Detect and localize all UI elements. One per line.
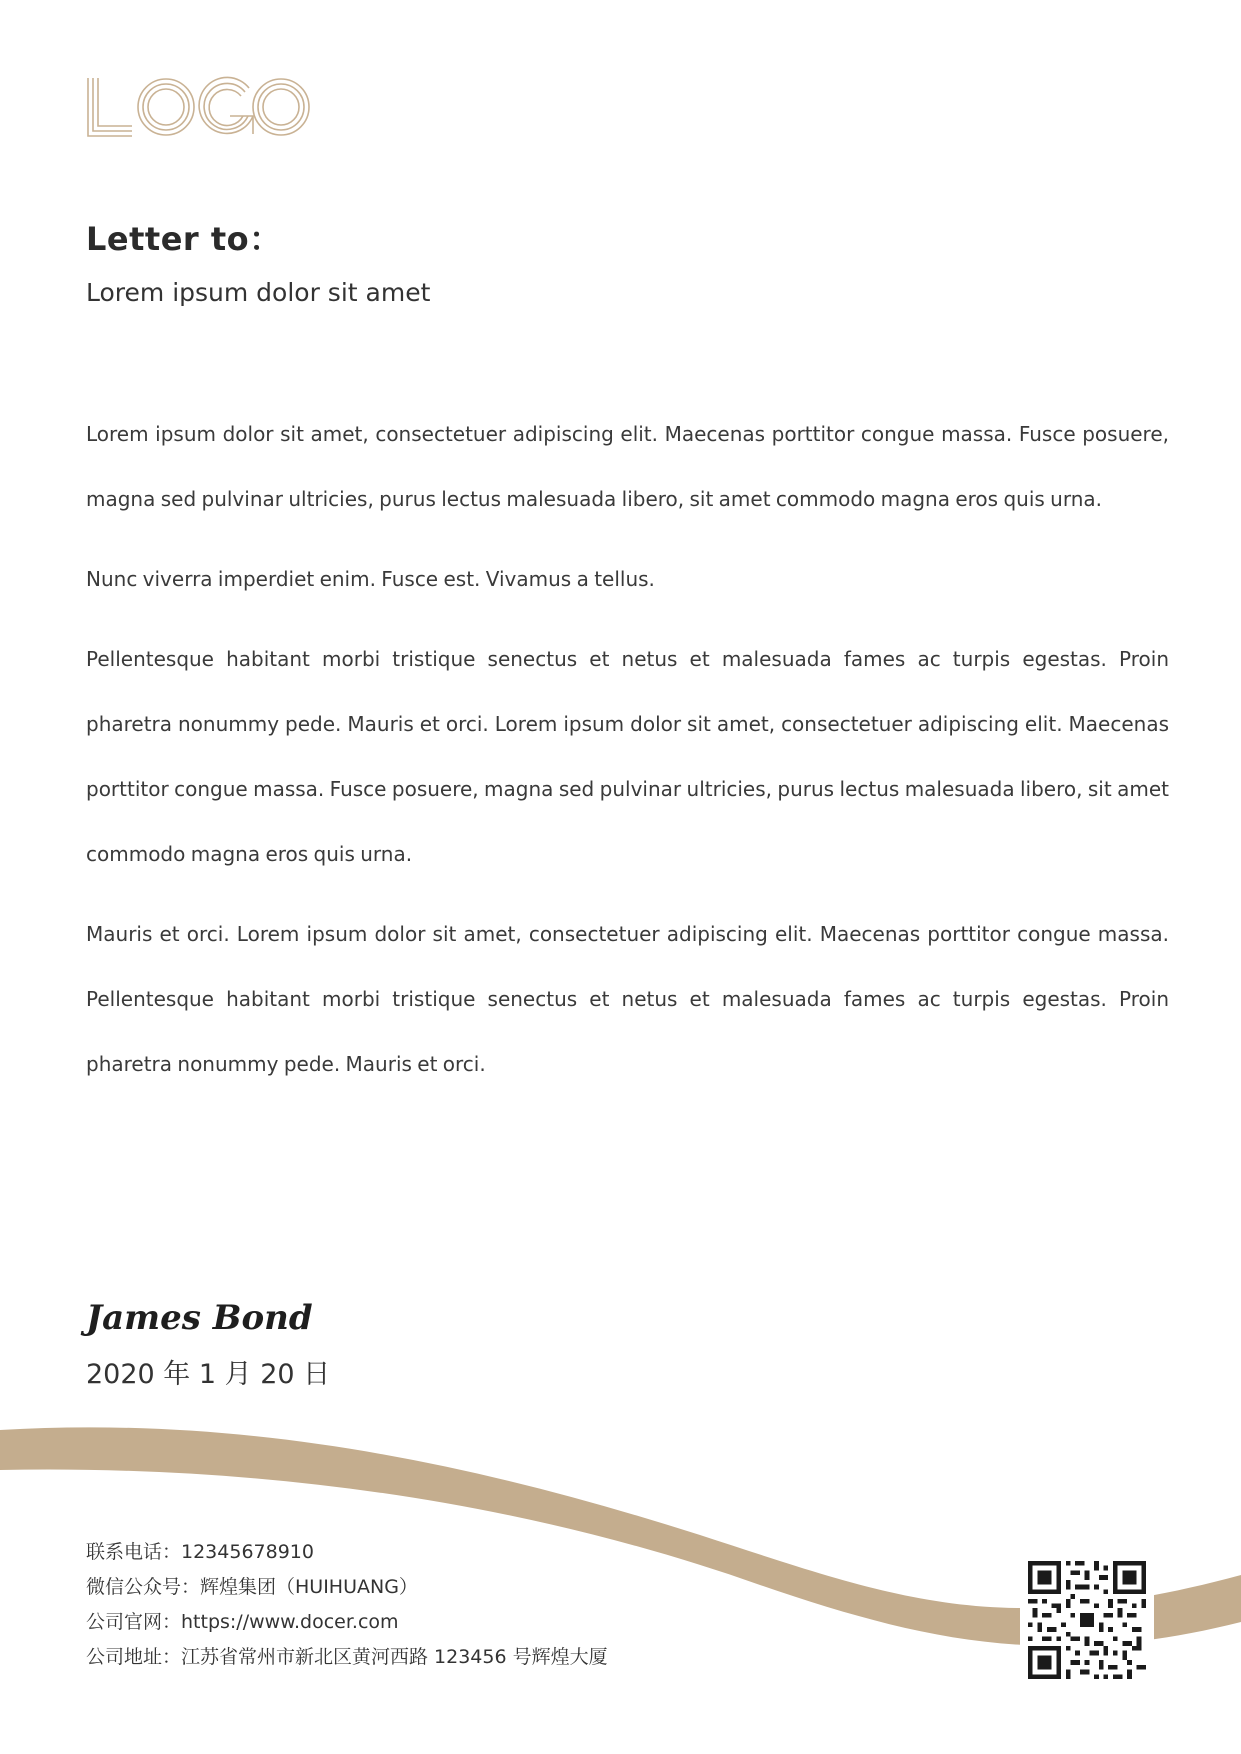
body-paragraph: Lorem ipsum dolor sit amet, consectetuer adipiscing elit. Maecenas porttitor congue massa. Fusce posuere, magna sed pulvinar ultricies, purus lectus malesuada libero, sit amet commodo magna eros quis urna.	[86, 422, 1169, 511]
signature: James Bond	[86, 1298, 313, 1338]
contact-wechat: 微信公众号：辉煌集团（HUIHUANG）	[86, 1576, 418, 1598]
contact-website[interactable]: 公司官网：https://www.docer.com	[86, 1611, 399, 1633]
qr-code-icon	[1028, 1561, 1146, 1679]
recipient-name: Lorem ipsum dolor sit amet	[86, 278, 431, 307]
logo-icon	[86, 76, 312, 138]
letter-date: 2020 年 1 月 20 日	[86, 1359, 331, 1390]
body-paragraph: Pellentesque habitant morbi tristique senectus et netus et malesuada fames ac turpis egestas. Proin pharetra nonummy pede. Mauris et orci. Lorem ipsum dolor sit amet, consectetuer adipiscing elit. Maecenas porttitor congue massa. Fusce posuere, magna sed pulvinar ultricies, purus lectus malesuada libero, sit amet commodo magna eros quis urna.	[86, 647, 1169, 866]
letter-body	[86, 402, 1169, 1112]
body-paragraph: Nunc viverra imperdiet enim. Fusce est. Vivamus a tellus.	[86, 567, 655, 591]
contact-address: 公司地址：江苏省常州市新北区黄河西路 123456 号辉煌大厦	[86, 1646, 608, 1668]
contact-info	[86, 1535, 608, 1675]
contact-phone: 联系电话：12345678910	[86, 1541, 314, 1563]
letter-heading: Letter to：	[86, 220, 282, 258]
body-paragraph: Mauris et orci. Lorem ipsum dolor sit amet, consectetuer adipiscing elit. Maecenas porttitor congue massa. Pellentesque habitant morbi tristique senectus et netus et malesuada fames ac turpis egestas. Proin pharetra nonummy pede. Mauris et orci.	[86, 922, 1169, 1076]
qr-code	[1020, 1553, 1154, 1687]
